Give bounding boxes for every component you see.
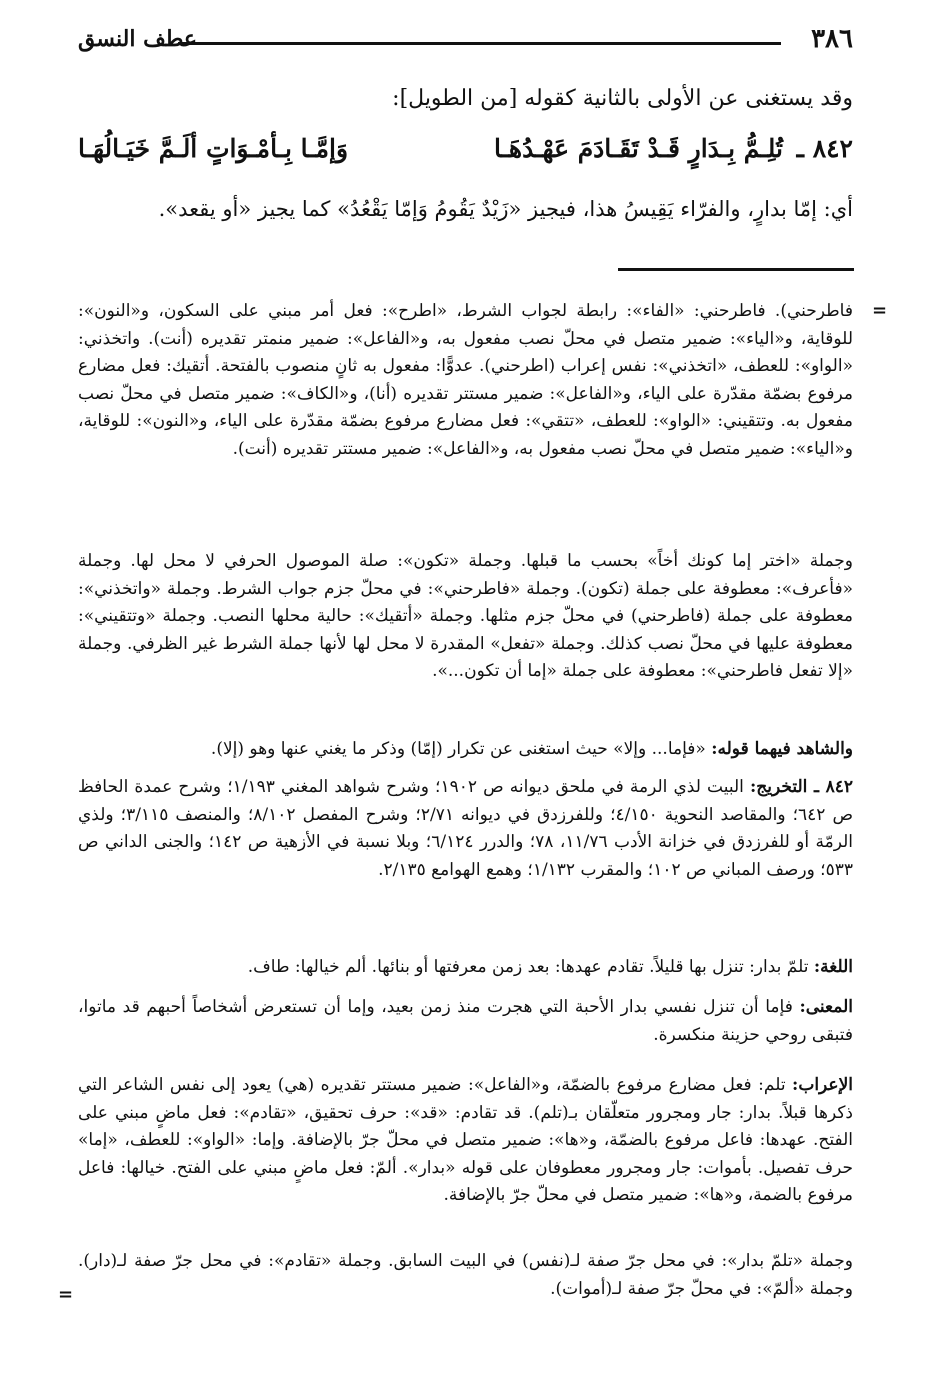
- irab-text: تلم: فعل مضارع مرفوع بالضمّة، و«الفاعل»: ضمير مستتر تقديره (هي) يعود إلى نفس الشاعر التي ذكرها قبلاً. بدار: جار ومجرور متعلّقان بـ(تلم). قد تقادم: «قد»: حرف تحقيق، «تقادم»: فعل ماضٍ مبني على الفتح. عهدها: فاعل مرفوع بالضمّة، و«ها»: ضمير متصل في محلّ جرّ بالإضافة. وإما: «الواو»: للعطف، «إما» حرف تفصيل. بأموات: جار ومجرور معطوفان على قوله «بدار». ألمّ: فعل ماضٍ مبني على الفتح. خيالها: فاعل مرفوع بالضمة، و«ها»: ضمير متصل في محلّ جرّ بالإضافة.: [78, 1075, 853, 1205]
- evidence-label: والشاهد فيهما قوله:: [711, 739, 853, 759]
- verse-first-hemistich: تُلِـمُّ بِـدَارٍ قَـدْ تَقَـادَمَ عَهْـدُهَـا: [493, 134, 783, 163]
- maana-text: فإما أن تنزل نفسي بدار الأحبة التي هجرت منذ زمن بعيد، وإما أن تستعرض أشخاصاً أحبهم قد ماتوا، فتبقى روحي حزينة منكسرة.: [78, 997, 853, 1045]
- explanation-paragraph: أي: إمّا بدارٍ، والفرّاء يَقِيسُ هذا، فيجيز «زَيْدٌ يَقُومُ وَإمّا يَقْعُدُ» كما يجيز «أو يقعد».: [158, 197, 853, 221]
- footnote-evidence: [78, 736, 853, 764]
- footnote-parsing-part1: فاطرحني). فاطرحني: «الفاء»: رابطة لجواب الشرط، «اطرح»: فعل أمر مبني على السكون، و«النون»: للوقاية، و«الياء»: ضمير متصل في محلّ نصب مفعول به، و«الفاعل»: ضمير منمتر تقديره (أنت). واتخذني: «الواو»: للعطف، «اتخذني»: نفس إعراب (اطرحني). عدوًّا: مفعول به ثانٍ منصوب بالفتحة. أتقيك: فعل مضارع مرفوع بضمّة مقدّرة على الياء، و«الفاعل»: ضمير مستتر تقديره (أنا)، و«الكاف»: ضمير متصل في محلّ نصب مفعول به. وتتقيني: «الواو»: للعطف، «تتقي»: فعل مضارع مرفوع بضمّة مقدّرة على الياء، و«النون»: للوقاية، و«الياء»: ضمير متصل في محلّ نصب مفعول به، و«الفاعل»: ضمير مستتر تقديره (أنت).: [78, 301, 853, 459]
- page-number: ٣٨٦: [811, 24, 853, 54]
- footnote-irab: [78, 1072, 853, 1210]
- footnote-separator: [618, 268, 854, 271]
- footnote-takhrij: [78, 774, 853, 884]
- footnote-lugha: [78, 954, 853, 982]
- footnote-sentences: وجملة «تلمّ بدار»: في محل جرّ صفة لـ(نفس) في البيت السابق. وجملة «تقادم»: في محل جرّ صفة لـ(دار). وجملة «ألمّ»: في محلّ جرّ صفة لـ(أموات).: [78, 1251, 853, 1299]
- verse-842: [78, 134, 853, 174]
- footnote-parsing-part2: وجملة «اختر إما كونك أخاً» بحسب ما قبلها. وجملة «تكون»: صلة الموصول الحرفي لا محل لها. وجملة «فأعرف»: معطوفة على جملة (تكون). وجملة «فاطرحني»: في محلّ جزم جواب الشرط. وجملة «واتخذني»: معطوفة على جملة (فاطرحني) في محلّ جزم مثلها. وجملة «أتقيك»: حالية محلها النصب. وجملة «وتتقيني»: معطوفة عليها في محلّ نصب كذلك. وجملة «تفعل» المقدرة لا محل لها لأنها جملة الشرط غير الظرفي. وجملة «إلا تفعل فاطرحني»: معطوفة على جملة «إما أن تكون...».: [78, 551, 853, 681]
- running-title: عطف النسق: [78, 26, 198, 52]
- header-rule: [178, 42, 781, 45]
- verse-number: ٨٤٢ ـ: [796, 134, 853, 163]
- lugha-label: اللغة:: [813, 957, 853, 977]
- irab-label: الإعراب:: [792, 1075, 853, 1095]
- continues-mark: =: [58, 1284, 74, 1305]
- takhrij-text: البيت لذي الرمة في ملحق ديوانه ص ١٩٠٢؛ وشرح شواهد المغني ١/١٩٣؛ وشرح عمدة الحافظ ص ٦٤٢؛ والمقاصد النحوية ٤/١٥٠؛ وللفرزدق في ديوانه ٢/٧١؛ وشرح المفصل ٨/١٠٢؛ والمنصف ٣/١١٥؛ ولذي الرمّة أو للفرزدق في خزانة الأدب ١١/٧٦، ٧٨؛ والدرر ٦/١٢٤؛ وبلا نسبة في الأزهية ص ١٤٢؛ والجنى الداني ص ٥٣٣؛ ورصف المباني ص ١٠٢؛ والمقرب ١/١٣٢؛ وهمع الهوامع ٢/١٣٥.: [78, 777, 854, 880]
- page-header: [78, 20, 853, 60]
- takhrij-label: ٨٤٢ ـ التخريج:: [750, 777, 853, 797]
- intro-line: وقد يستغنى عن الأولى بالثانية كقوله [من الطويل]:: [392, 86, 853, 111]
- maana-label: المعنى:: [799, 997, 853, 1017]
- lugha-text: تلمّ بدار: تنزل بها قليلاً. تقادم عهدها: بعد زمن معرفتها أو بنائها. ألم خيالها: طاف.: [247, 957, 809, 977]
- evidence-text: «فإما... وإلا» حيث استغنى عن تكرار (إمّا) وذكر ما يغني عنها وهو (إلا).: [210, 739, 706, 759]
- footnote-maana: [78, 994, 853, 1049]
- continuation-mark: =: [872, 300, 888, 321]
- verse-second-hemistich: وَإمَّـا بِـأمْـوَاتٍ ألَـمَّ خَيَـالُهَـا: [78, 134, 349, 163]
